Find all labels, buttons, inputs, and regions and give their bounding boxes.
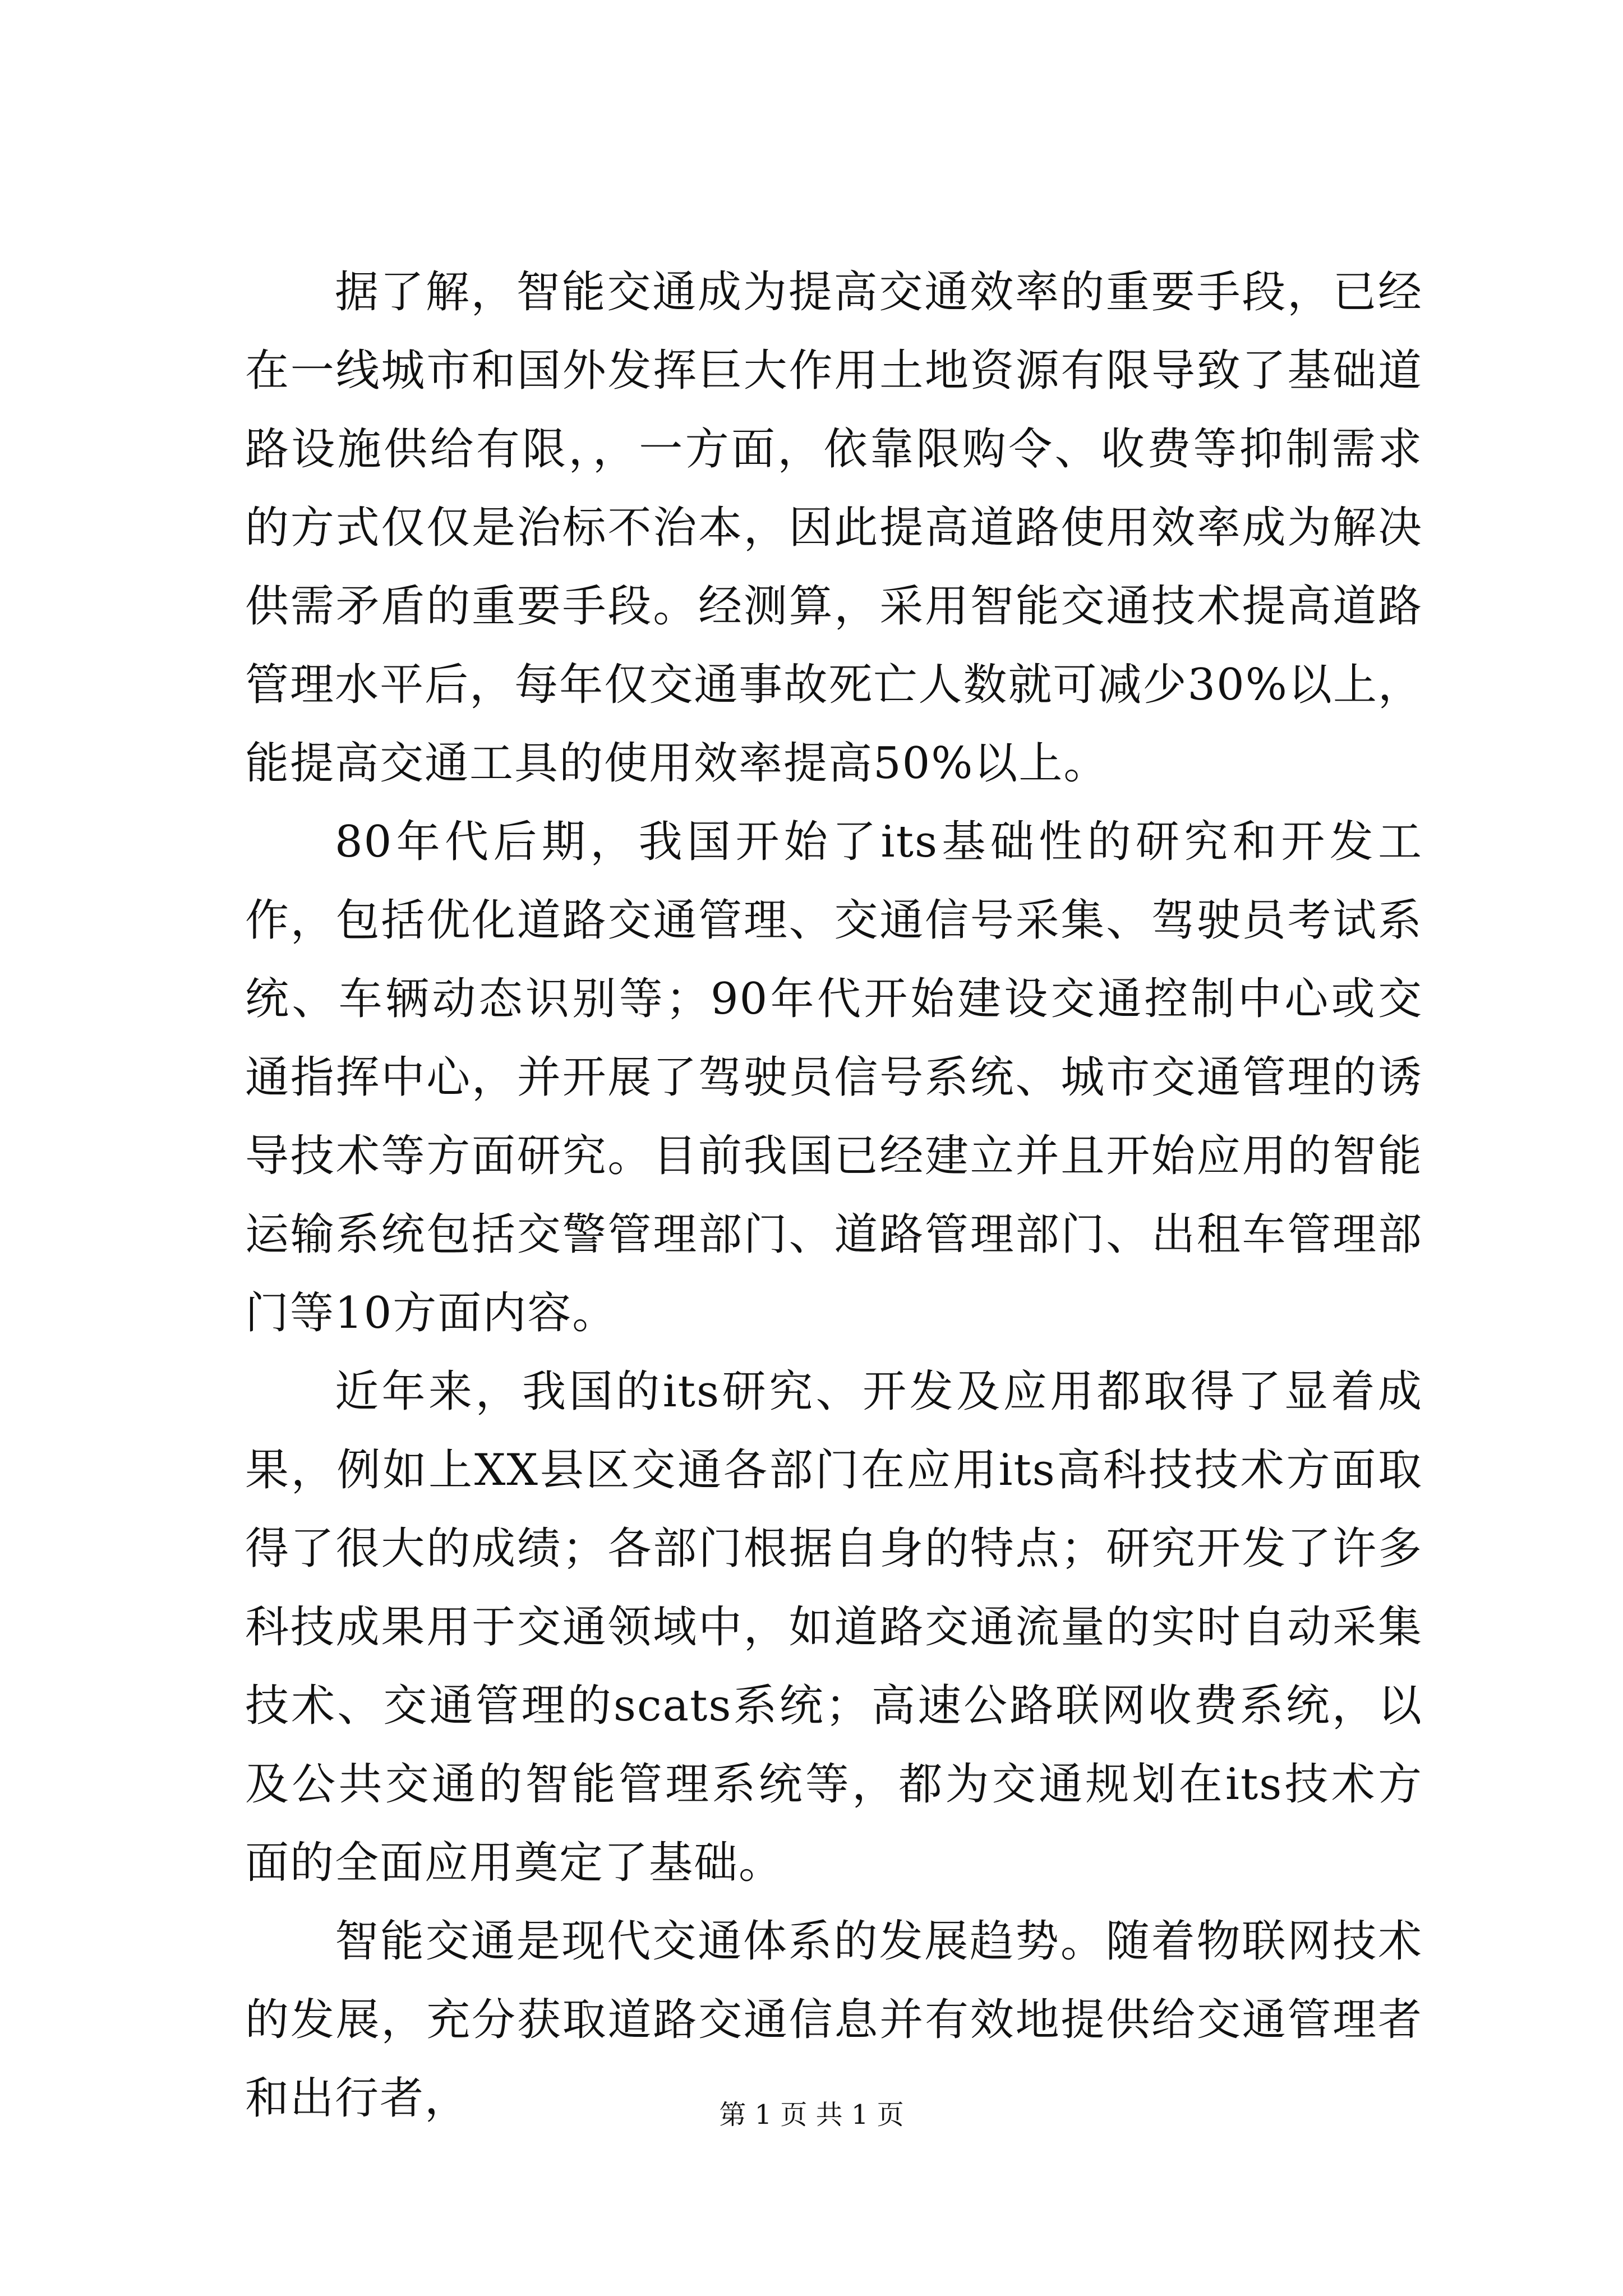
paragraph-1: 据了解，智能交通成为提高交通效率的重要手段，已经在一线城市和国外发挥巨大作用土地资源有限导致了基础道路设施供给有限，，一方面，依靠限购令、收费等抑制需求的方式仅仅是治标不治本，因此提高道路使用效率成为解决供需矛盾的重要手段。经测算，采用智能交通技术提高道路管理水平后，每年仅交通事故死亡人数就可减少30%以上，能提高交通工具的使用效率提高50%以上。 bbox=[245, 267, 1423, 789]
paragraph-3: 近年来，我国的its研究、开发及应用都取得了显着成果，例如上XX县区交通各部门在应用its高科技技术方面取得了很大的成绩；各部门根据自身的特点；研究开发了许多科技成果用于交通领域中，如道路交通流量的实时自动采集技术、交通管理的scats系统；高速公路联网收费系统，以及公共交通的智能管理系统等，都为交通规划在its技术方面的全面应用奠定了基础。 bbox=[245, 1366, 1423, 1888]
paragraph-2: 80年代后期，我国开始了its基础性的研究和开发工作，包括优化道路交通管理、交通信号采集、驾驶员考试系统、车辆动态识别等；90年代开始建设交通控制中心或交通指挥中心，并开展了驾驶员信号系统、城市交通管理的诱导技术等方面研究。目前我国已经建立并且开始应用的智能运输系统包括交警管理部门、道路管理部门、出租车管理部门等10方面内容。 bbox=[245, 817, 1423, 1338]
paragraph-4: 智能交通是现代交通体系的发展趋势。随着物联网技术的发展，充分获取道路交通信息并有效地提供给交通管理者和出行者， bbox=[245, 1916, 1423, 2124]
page-number-footer: 第 1 页 共 1 页 bbox=[719, 2099, 904, 2131]
document-body bbox=[245, 253, 1423, 2138]
